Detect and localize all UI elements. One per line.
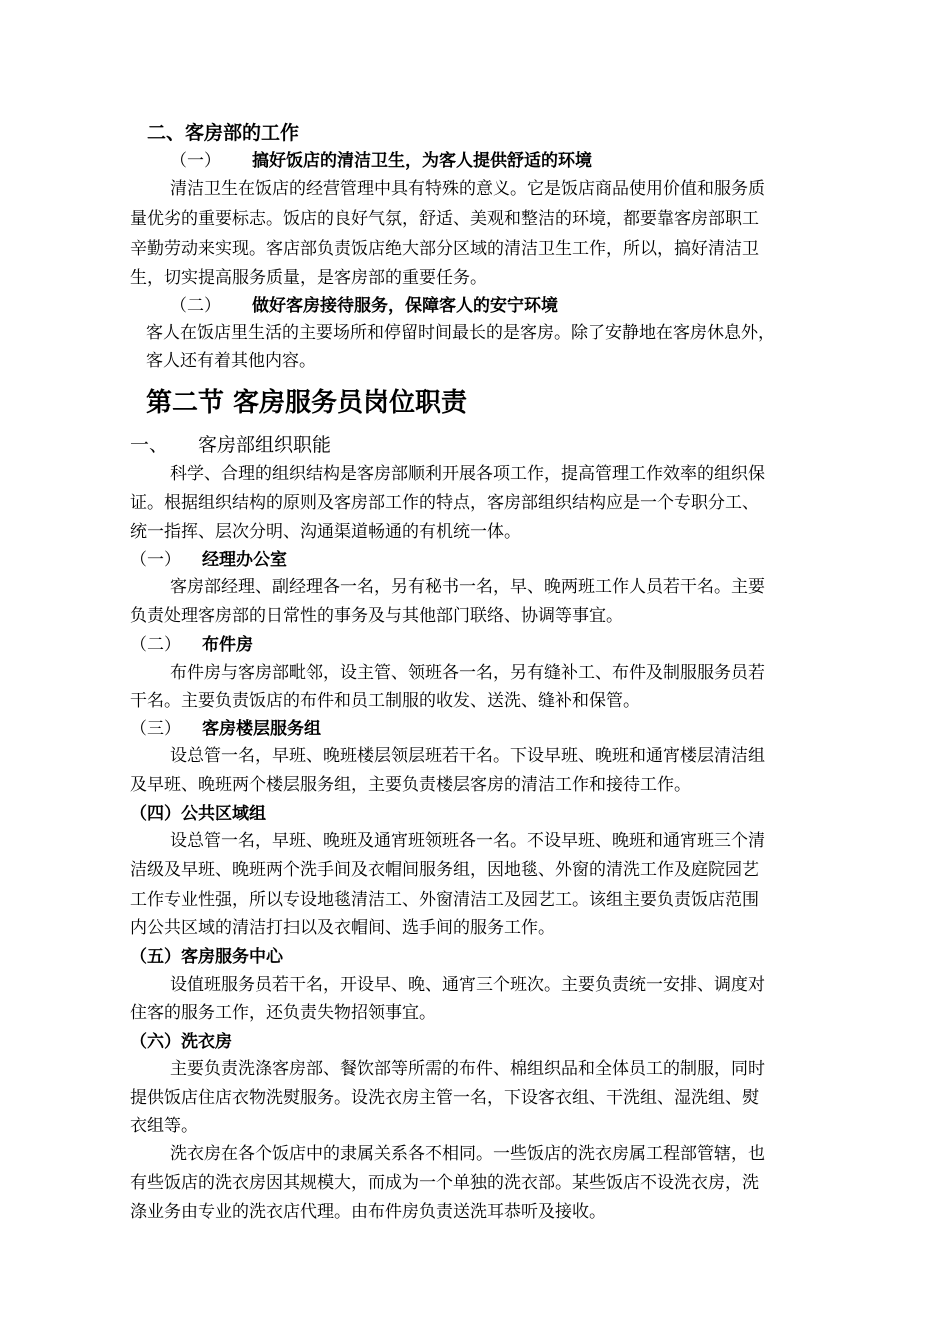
paragraph-line: 客房部经理、副经理各一名，另有秘书一名，早、晚两班工作人员若干名。主要 <box>170 577 765 597</box>
unit-title: 经理办公室 <box>202 550 287 570</box>
unit-heading: （四）公共区域组 <box>130 804 266 824</box>
unit-heading <box>130 716 321 742</box>
unit-title: 布件房 <box>202 635 253 655</box>
paragraph-line: 工作专业性强，所以专设地毯清洁工、外窗清洁工及园艺工。该组主要负责饭店范围 <box>130 890 759 910</box>
paragraph-line: 设值班服务员若干名，开设早、晚、通宵三个班次。主要负责统一安排、调度对 <box>170 975 765 995</box>
paragraph-line: 有些饭店的洗衣房因其规模大，而成为一个单独的洗衣部。某些饭店不设洗衣房，洗 <box>130 1173 759 1193</box>
paragraph-line: 证。根据组织结构的原则及客房部工作的特点，客房部组织结构应是一个专职分工、 <box>130 493 759 513</box>
subsection-heading <box>170 293 558 319</box>
paragraph-line: 涤业务由专业的洗衣店代理。由布件房负责送洗耳恭听及接收。 <box>130 1202 606 1222</box>
subsection-title: 做好客房接待服务，保障客人的安宁环境 <box>252 296 558 316</box>
paragraph-line: 量优劣的重要标志。饭店的良好气氛，舒适、美观和整洁的环境，都要靠客房部职工 <box>130 209 759 229</box>
paragraph-line: 客人在饭店里生活的主要场所和停留时间最长的是客房。除了安静地在客房休息外， <box>146 323 775 343</box>
paragraph-line: 设总管一名，早班、晚班及通宵班领班各一名。不设早班、晚班和通宵班三个清 <box>170 831 765 851</box>
paragraph-line: 衣组等。 <box>130 1116 198 1136</box>
paragraph-line: 提供饭店住店衣物洗熨服务。设洗衣房主管一名，下设客衣组、干洗组、湿洗组、熨 <box>130 1088 759 1108</box>
paragraph-line: 统一指挥、层次分明、沟通渠道畅通的有机统一体。 <box>130 522 521 542</box>
subsection-heading <box>170 148 592 174</box>
paragraph-line: 客人还有着其他内容。 <box>146 351 316 371</box>
chapter-subheading <box>130 432 331 459</box>
paragraph-line: 设总管一名，早班、晚班楼层领层班若干名。下设早班、晚班和通宵楼层清洁组 <box>170 746 765 766</box>
unit-number: （二） <box>130 635 181 655</box>
subsection-number: （一） <box>170 151 221 171</box>
section-heading: 二、客房部的工作 <box>147 122 300 144</box>
subheading-number: 一、 <box>130 434 169 456</box>
paragraph-line: 生，切实提高服务质量，是客房部的重要任务。 <box>130 268 487 288</box>
paragraph-line: 辛勤劳动来实现。客店部负责饭店绝大部分区域的清洁卫生工作，所以，搞好清洁卫 <box>130 239 759 259</box>
paragraph-line: 住客的服务工作，还负责失物招领事宜。 <box>130 1003 436 1023</box>
unit-heading: （五）客房服务中心 <box>130 947 283 967</box>
unit-number: （一） <box>130 550 181 570</box>
unit-heading <box>130 632 253 658</box>
paragraph-line: 洁级及早班、晚班两个洗手间及衣帽间服务组，因地毯、外窗的清洗工作及庭院园艺 <box>130 860 759 880</box>
paragraph-line: 主要负责洗涤客房部、餐饮部等所需的布件、棉组织品和全体员工的制服，同时 <box>170 1059 765 1079</box>
paragraph-line: 及早班、晚班两个楼层服务组，主要负责楼层客房的清洁工作和接待工作。 <box>130 775 691 795</box>
unit-number: （三） <box>130 719 181 739</box>
subsection-title: 搞好饭店的清洁卫生，为客人提供舒适的环境 <box>252 151 592 171</box>
unit-heading: （六）洗衣房 <box>130 1032 232 1052</box>
paragraph-line: 干名。主要负责饭店的布件和员工制服的收发、送洗、缝补和保管。 <box>130 691 640 711</box>
paragraph-line: 布件房与客房部毗邻，设主管、领班各一名，另有缝补工、布件及制服服务员若 <box>170 663 765 683</box>
paragraph-line: 科学、合理的组织结构是客房部顺利开展各项工作，提高管理工作效率的组织保 <box>170 464 765 484</box>
unit-heading <box>130 547 287 573</box>
unit-title: 客房楼层服务组 <box>202 719 321 739</box>
paragraph-line: 负责处理客房部的日常性的事务及与其他部门联络、协调等事宜。 <box>130 606 623 626</box>
paragraph-line: 内公共区域的清洁打扫以及衣帽间、选手间的服务工作。 <box>130 918 555 938</box>
subsection-number: （二） <box>170 296 221 316</box>
paragraph-line: 洗衣房在各个饭店中的隶属关系各不相同。一些饭店的洗衣房属工程部管辖，也 <box>170 1144 765 1164</box>
paragraph-line: 清洁卫生在饭店的经营管理中具有特殊的意义。它是饭店商品使用价值和服务质 <box>170 179 765 199</box>
chapter-title: 第二节 客房服务员岗位职责 <box>146 388 468 418</box>
subheading-title: 客房部组织职能 <box>198 434 332 456</box>
